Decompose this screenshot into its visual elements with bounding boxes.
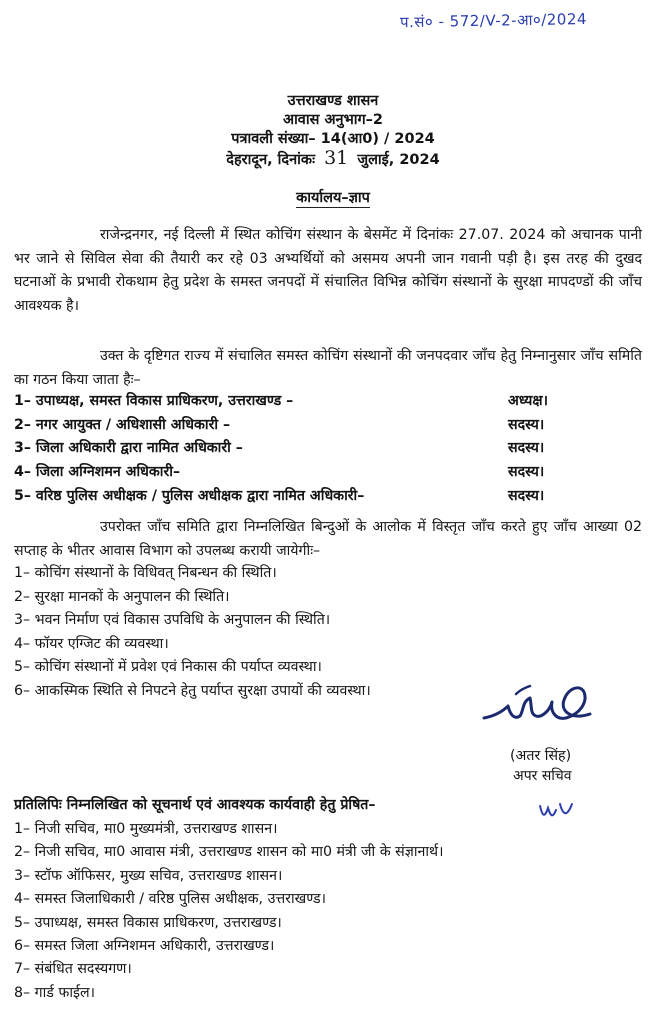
memo-title-text: कार्यालय–ज्ञाप bbox=[296, 190, 370, 206]
copy-recipient: 8– गार्ड फाईल। bbox=[14, 984, 95, 1001]
committee-member bbox=[14, 461, 574, 485]
department-name: आवास अनुभाग–2 bbox=[282, 112, 384, 128]
member-text: 1– उपाध्यक्ष, समस्त विकास प्राधिकरण, उत्तराखण्ड – bbox=[14, 393, 294, 409]
member-role: सदस्य। bbox=[508, 416, 545, 433]
member-text: 5– वरिष्ठ पुलिस अधीक्षक / पुलिस अधीक्षक द्वारा नामित अधिकारी– bbox=[14, 487, 365, 504]
copy-recipient: 3– स्टॉफ ऑफिसर, मुख्य सचिव, उत्तराखण्ड शासन। bbox=[14, 867, 283, 884]
committee-member-list bbox=[14, 390, 574, 509]
date-day: 31 bbox=[324, 147, 349, 169]
paragraph-incident: राजेन्द्रनगर, नई दिल्ली में स्थित कोचिंग संस्थान के बेसमेंट में दिनांकः 27.07. 2024 को अचानक पानी भर जाने से सिविल सेवा की तैयारी कर रहे 03 अभ्यर्थियों को असमय अपनी जान गवानी पड़ी है। इस तरह की दुखद घटनाओं के प्रभावी रोकथाम हेतु प्रदेश के समस्त जनपदों में संचालित विभिन्न कोचिंग संस्थानों के सुरक्षा मापदण्डों की जाँच आवश्यक है। bbox=[14, 227, 642, 314]
inspection-point: 5– कोचिंग संस्थानों में प्रवेश एवं निकास की पर्याप्त व्यवस्था। bbox=[14, 659, 322, 675]
copy-recipient: 7– संबंधित सदस्यगण। bbox=[14, 961, 132, 978]
handwritten-signature bbox=[480, 676, 600, 736]
member-role: सदस्य। bbox=[508, 464, 545, 481]
file-number: पत्रावली संख्या– 14(आ0) / 2024 bbox=[231, 131, 435, 147]
copy-recipient: 2– निजी सचिव, मा0 आवास मंत्री, उत्तराखण्ड शासन को मा0 मंत्री जी के संज्ञानार्थ। bbox=[14, 844, 444, 861]
government-name: उत्तराखण्ड शासन bbox=[287, 93, 379, 109]
copy-recipient: 4– समस्त जिलाधिकारी / वरिष्ठ पुलिस अधीक्षक, उत्तराखण्ड। bbox=[14, 891, 326, 908]
committee-member bbox=[14, 390, 574, 414]
date-rest: जुलाई, 2024 bbox=[357, 152, 440, 168]
date-prefix: देहरादून, दिनांकः bbox=[226, 152, 315, 168]
copy-recipient-list bbox=[14, 818, 654, 1005]
paragraph-committee-intro: उक्त के दृष्टिगत राज्य में संचालित समस्त कोचिंग संस्थानों की जनपदवार जाँच हेतु निम्नानुसार जाँच समिति का गठन किया जाता हैः– bbox=[14, 348, 642, 388]
signatory-name: (अतर सिंह) bbox=[510, 748, 572, 764]
memo-title bbox=[0, 187, 666, 207]
member-role: सदस्य। bbox=[508, 487, 545, 504]
committee-member bbox=[14, 437, 574, 461]
member-text: 3– जिला अधिकारी द्वारा नामित अधिकारी – bbox=[14, 440, 243, 457]
inspection-point: 6– आकस्मिक स्थिति से निपटने हेतु पर्याप्त सुरक्षा उपायों की व्यवस्था। bbox=[14, 682, 371, 699]
inspection-point: 2– सुरक्षा मानकों के अनुपालन की स्थिति। bbox=[14, 588, 230, 605]
copy-recipient: 6– समस्त जिला अग्निशमन अधिकारी, उत्तराखण्ड। bbox=[14, 938, 275, 955]
signatory-designation: अपर सचिव bbox=[513, 768, 572, 784]
member-text: 4– जिला अग्निशमन अधिकारी– bbox=[14, 464, 181, 481]
member-role: सदस्य। bbox=[508, 440, 545, 457]
copy-heading: प्रतिलिपिः निम्नलिखित को सूचनार्थ एवं आवश्यक कार्यवाही हेतु प्रेषित– bbox=[14, 797, 376, 813]
handwritten-file-number: प.सं० - 572/V-2-आ०/2024 bbox=[399, 10, 588, 32]
inspection-point: 1– कोचिंग संस्थानों के विधिवत् निबन्धन की स्थिति। bbox=[14, 565, 277, 581]
paragraph-inspection-intro: उपरोक्त जाँच समिति द्वारा निम्नलिखित बिन्दुओं के आलोक में विस्तृत जाँच करते हुए जाँच आख्या 02 सप्ताह के भीतर आवास विभाग को उपलब्ध करायी जायेगीः– bbox=[14, 519, 642, 559]
inspection-point: 4– फॉयर एग्जिट की व्यवस्था। bbox=[14, 635, 169, 652]
copy-recipient: 1– निजी सचिव, मा0 मुख्यमंत्री, उत्तराखण्ड शासन। bbox=[14, 821, 278, 837]
copy-recipient: 5– उपाध्यक्ष, समस्त विकास प्राधिकरण, उत्तराखण्ड। bbox=[14, 914, 282, 931]
date-line bbox=[0, 149, 666, 170]
inspection-point: 3– भवन निर्माण एवं विकास उपविधि के अनुपालन की स्थिति। bbox=[14, 612, 331, 628]
document-header bbox=[0, 92, 666, 170]
member-role: अध्यक्ष। bbox=[508, 393, 548, 409]
member-text: 2– नगर आयुक्त / अधिशासी अधिकारी – bbox=[14, 416, 231, 433]
committee-member bbox=[14, 414, 574, 438]
committee-member bbox=[14, 485, 574, 509]
